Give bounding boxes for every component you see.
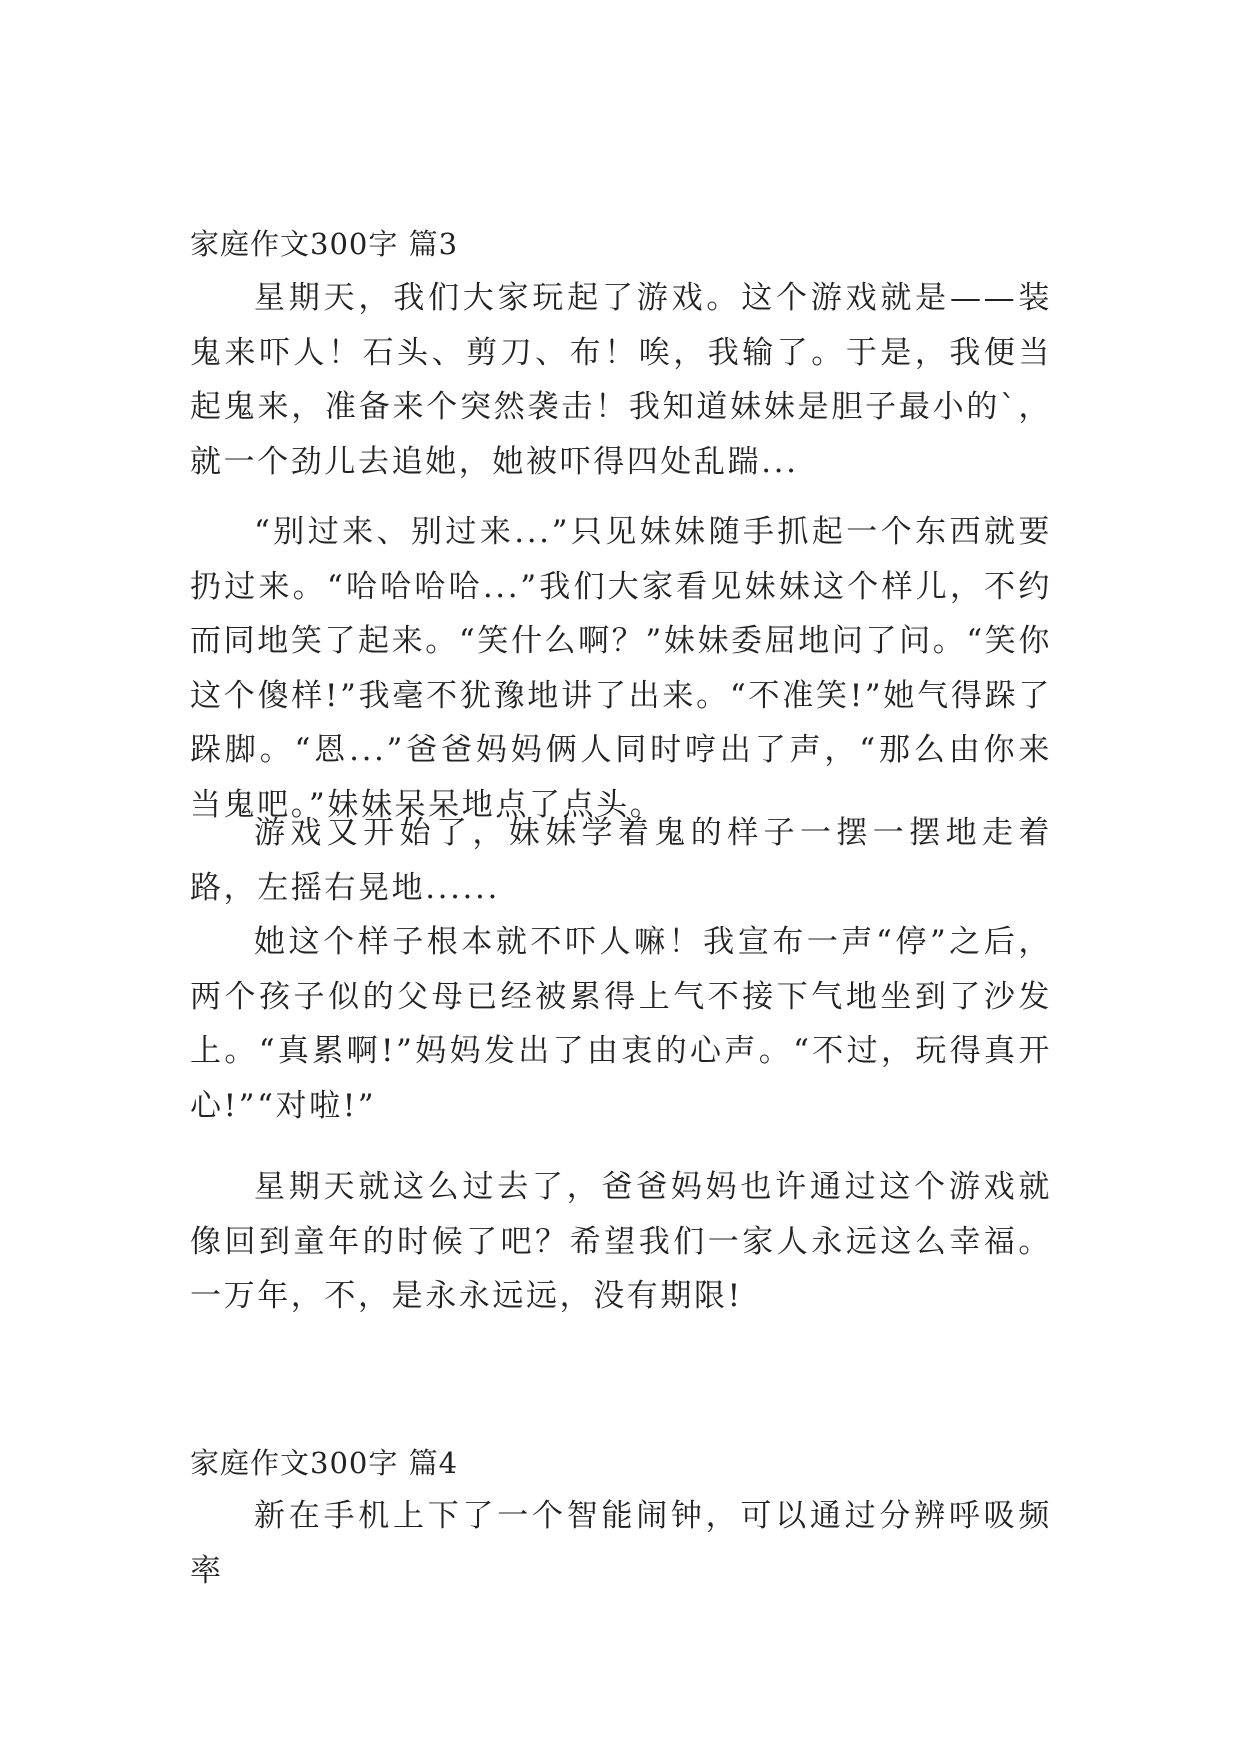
paragraph: “别过来、别过来...”只见妹妹随手抓起一个东西就要扔过来。“哈哈哈哈...”我们大家看见妹妹这个样儿，不约而同地笑了起来。“笑什么啊？”妹妹委屈地问了问。“笑你这个傻样!”我毫不犹豫地讲了出来。“不准笑!”她气得跺了跺脚。“恩...”爸爸妈妈俩人同时哼出了声，“那么由你来当鬼吧。”妹妹呆呆地点了点头。 [190,514,1052,823]
paragraph: 星期天，我们大家玩起了游戏。这个游戏就是——装鬼来吓人！石头、剪刀、布！唉，我输了。于是，我便当起鬼来，准备来个突然袭击！我知道妹妹是胆子最小的`，就一个劲儿去追她，她被吓得四处乱踹... [190,280,1052,480]
section-heading: 家庭作文300字 篇3 [190,227,459,261]
paragraph: 新在手机上下了一个智能闹钟，可以通过分辨呼吸频率 [190,1498,1052,1589]
section-heading: 家庭作文300字 篇4 [190,1446,459,1480]
paragraph: 游戏又开始了，妹妹学着鬼的样子一摆一摆地走着路，左摇右晃地...... [190,815,1052,906]
paragraph: 星期天就这么过去了，爸爸妈妈也许通过这个游戏就像回到童年的时候了吧？希望我们一家人永远这么幸福。一万年，不，是永永远远，没有期限! [190,1169,1052,1314]
paragraph: 她这个样子根本就不吓人嘛！我宣布一声“停”之后，两个孩子似的父母已经被累得上气不接下气地坐到了沙发上。“真累啊!”妈妈发出了由衷的心声。“不过，玩得真开心!”“对啦!” [190,924,1052,1124]
